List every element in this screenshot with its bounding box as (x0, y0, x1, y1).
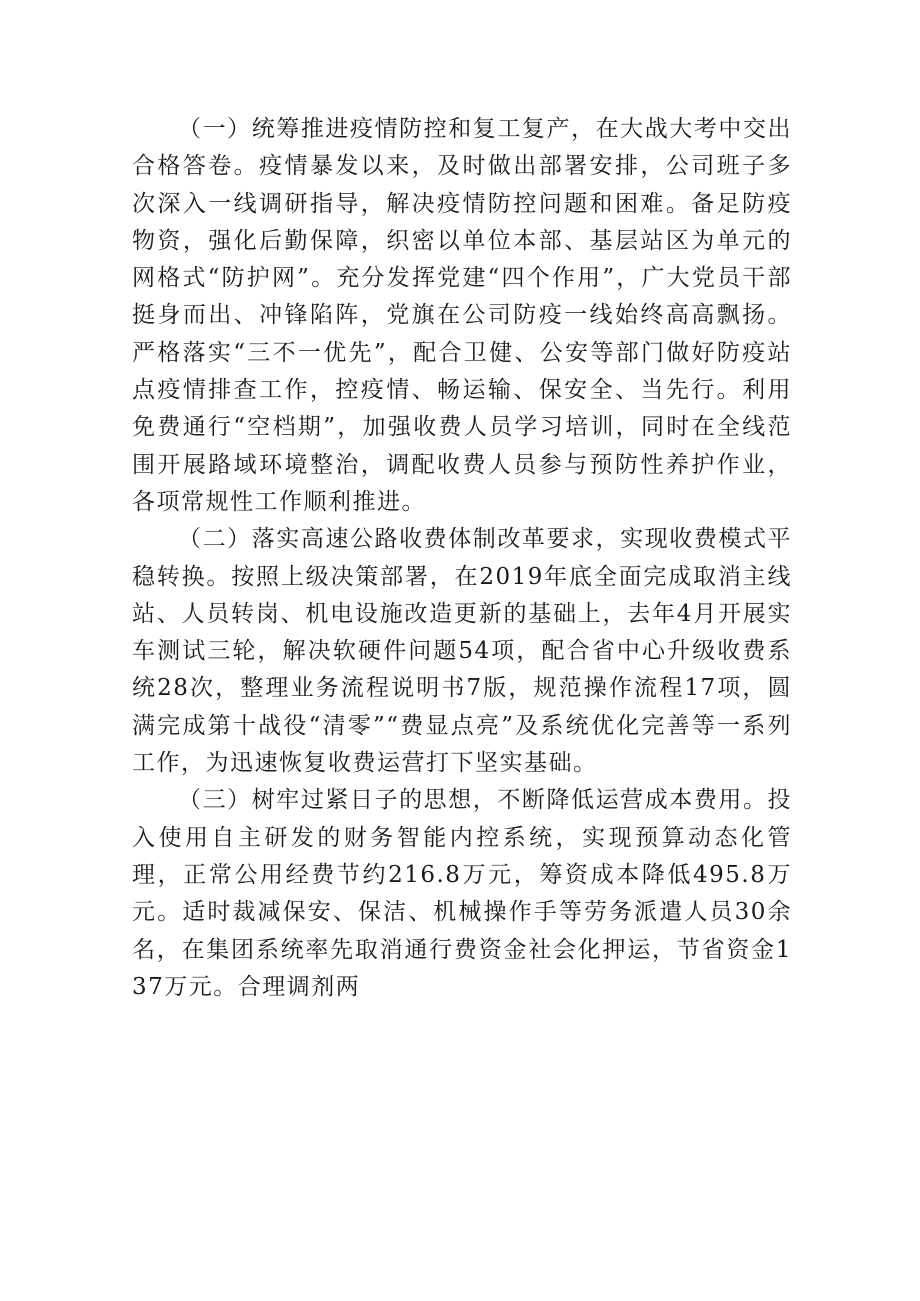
paragraph-2: （二）落实高速公路收费体制改革要求，实现收费模式平稳转换。按照上级决策部署，在2019年底全面完成取消主线站、人员转岗、机电设施改造更新的基础上，去年4月开展实车测试三轮，解决软硬件问题54项，配合省中心升级收费系统28次，整理业务流程说明书7版，规范操作流程17项，圆满完成第十战役“清零”“费显点亮”及系统优化完善等一系列工作，为迅速恢复收费运营打下坚实基础。 (132, 526, 792, 777)
paragraph-1: （一）统筹推进疫情防控和复工复产，在大战大考中交出合格答卷。疫情暴发以来，及时做出部署安排，公司班子多次深入一线调研指导，解决疫情防控问题和困难。备足防疫物资，强化后勤保障，织密以单位本部、基层站区为单元的网格式“防护网”。充分发挥党建“四个作用”，广大党员干部挺身而出、冲锋陷阵，党旗在公司防疫一线始终高高飘扬。严格落实“三不一优先”，配合卫健、公安等部门做好防疫站点疫情排查工作，控疫情、畅运输、保安全、当先行。利用免费通行“空档期”，加强收费人员学习培训，同时在全线范围开展路域环境整治，调配收费人员参与预防性养护作业，各项常规性工作顺利推进。 (132, 116, 792, 515)
paragraph-3: （三）树牢过紧日子的思想，不断降低运营成本费用。投入使用自主研发的财务智能内控系统，实现预算动态化管理，正常公用经费节约216.8万元，筹资成本降低495.8万元。适时裁减保安、保洁、机械操作手等劳务派遣人员30余名，在集团系统率先取消通行费资金社会化押运，节省资金137万元。合理调剂两 (132, 787, 792, 1000)
document-body (132, 111, 792, 1006)
